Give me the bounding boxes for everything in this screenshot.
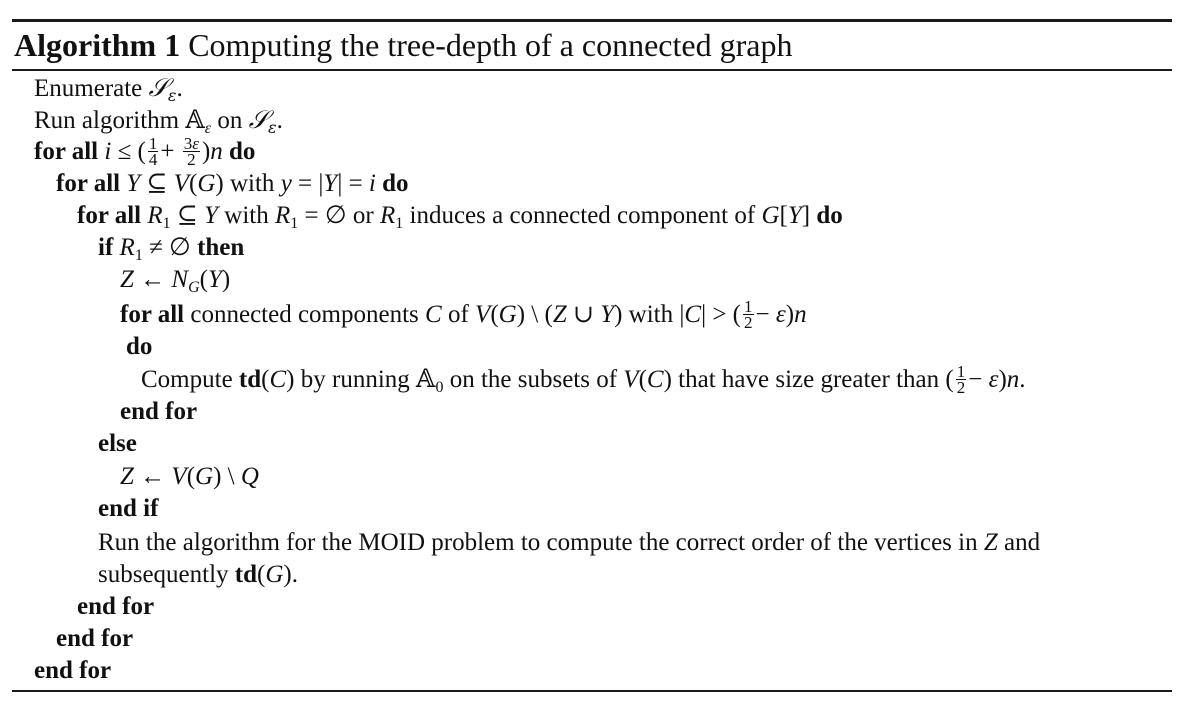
algo-line-5: for all $R_1$ ⊆ Y with $R_1$ = ∅ or $R_1$ induces a connected component of G[Y] do <box>77 202 843 232</box>
header-rule <box>12 69 1172 71</box>
keyword-end-for: end for <box>77 593 155 620</box>
keyword-do: do <box>126 333 153 360</box>
algo-line-16: subsequently td(G). <box>98 561 298 588</box>
keyword-then: then <box>197 234 245 261</box>
algo-line-4: for all Y ⊆ V(G) with y = |Y| = i do <box>56 170 409 197</box>
keyword-for-all: for all <box>77 202 142 229</box>
keyword-do: do <box>816 202 843 229</box>
line-text: or <box>352 202 374 229</box>
math-S-epsilon: 𝒮$_\varepsilon$ <box>248 105 277 137</box>
algo-line-15: Run the algorithm for the MOID problem to compute the correct order of the vertices in Z and <box>98 529 1041 556</box>
keyword-end-if: end if <box>98 495 159 522</box>
math-A-epsilon: 𝔸$_\varepsilon$ <box>185 107 212 137</box>
fraction-1-2: $\frac{1}{2}$ <box>744 296 753 332</box>
fraction-1-4: $\frac{1}{4}$ <box>148 133 158 169</box>
algo-line-19 <box>34 655 111 687</box>
algo-line-12 <box>98 428 137 460</box>
keyword-do: do <box>229 138 256 165</box>
algo-line-2: Run algorithm 𝔸$_\varepsilon$ on 𝒮$_\varepsilon$. <box>34 105 283 137</box>
line-text: of <box>447 301 469 328</box>
line-text: and <box>1004 529 1041 556</box>
keyword-end-for: end for <box>56 625 134 652</box>
keyword-for-all: for all <box>34 138 99 165</box>
line-text: with <box>628 301 674 328</box>
keyword-do: do <box>382 170 409 197</box>
algo-line-17 <box>77 591 154 623</box>
algo-line-7: Z ← $N_G(Y)$ <box>120 266 231 296</box>
algo-line-11 <box>120 396 197 428</box>
keyword-if: if <box>98 234 114 261</box>
algo-line-18 <box>56 623 133 655</box>
algo-line-10: Compute td(C) by running 𝔸$_0$ on the subsets of V(C) that have size greater than ( $\frac{1}{2}$ − ε)n. <box>141 361 1026 397</box>
algo-line-3: for all i ≤ ( $\frac{1}{4}$ + $\frac{3\varepsilon}{2}$ )n do <box>34 133 256 169</box>
algo-line-6: if $R_1$ ≠ ∅ then <box>98 234 245 264</box>
algorithm-title <box>14 22 792 68</box>
line-text: Enumerate <box>34 75 143 102</box>
algo-line-1: Enumerate 𝒮$_\varepsilon$. <box>34 73 183 105</box>
line-text: Compute <box>141 366 233 393</box>
line-text: Run the algorithm for the MOID problem to compute the correct order of the vertices in <box>98 529 978 556</box>
algo-line-9 <box>126 331 152 363</box>
line-text: Run algorithm <box>34 107 180 134</box>
math-S-epsilon: 𝒮$_\varepsilon$ <box>148 73 177 105</box>
line-text: that have size greater than <box>678 366 940 393</box>
math-A-0: 𝔸$_0$ <box>416 366 444 396</box>
keyword-end-for: end for <box>34 657 112 684</box>
keyword-end-for: end for <box>120 398 198 425</box>
line-text: on <box>217 107 243 134</box>
line-text: by running <box>300 366 410 393</box>
algorithm-label: Algorithm 1 <box>14 27 181 63</box>
line-text: connected components <box>190 301 419 328</box>
bottom-rule <box>12 690 1172 692</box>
line-text: on the subsets of <box>449 366 618 393</box>
line-text: induces a connected component of <box>409 202 756 229</box>
math-td: td <box>238 366 262 393</box>
algo-line-13: Z ← V(G) \ Q <box>120 463 259 490</box>
algorithm-caption: Computing the tree-depth of a connected graph <box>188 27 793 63</box>
fraction-3eps-2: $\frac{3\varepsilon}{2}$ <box>183 133 199 169</box>
keyword-for-all: for all <box>120 301 185 328</box>
line-text: with <box>229 170 275 197</box>
algo-line-14 <box>98 493 158 525</box>
line-text: subsequently <box>98 561 229 588</box>
algo-line-8: for all connected components C of V(G) \ (Z ∪ Y) with |C| > ( $\frac{1}{2}$ − ε)n <box>120 296 807 332</box>
line-text: with <box>224 202 269 229</box>
math-td: td <box>234 561 258 588</box>
fraction-1-2: $\frac{1}{2}$ <box>956 361 966 397</box>
keyword-for-all: for all <box>56 170 121 197</box>
keyword-else: else <box>98 430 137 457</box>
